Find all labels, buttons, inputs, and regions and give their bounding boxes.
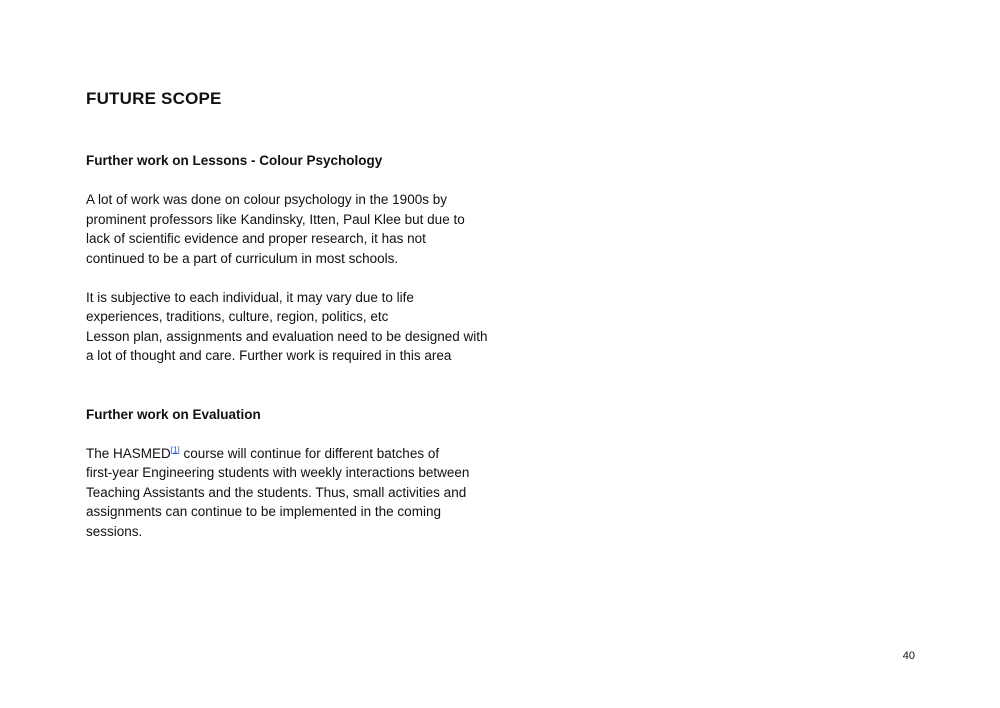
text-fragment: course will continue for different batches of — [179, 445, 440, 461]
text-line: prominent professors like Kandinsky, Itten, Paul Klee but due to — [86, 211, 465, 227]
section-heading-colour-psychology: Further work on Lessons - Colour Psychology — [86, 153, 383, 168]
section-heading-evaluation: Further work on Evaluation — [86, 406, 261, 422]
spacer — [86, 110, 486, 151]
text-line: a lot of thought and care. Further work is required in this area — [86, 348, 452, 363]
text-line: first-year Engineering students with weekly interactions between — [86, 465, 470, 480]
text-line-with-reference — [86, 444, 486, 464]
text-line: assignments can continue to be implemented in the coming — [86, 504, 441, 519]
page-title: FUTURE SCOPE — [86, 89, 222, 108]
paragraph-colour-history — [86, 190, 486, 268]
paragraph-subjectivity — [86, 288, 486, 366]
text-line: continued to be a part of curriculum in most schools. — [86, 250, 399, 266]
spacer — [86, 366, 486, 405]
text-fragment: The HASMED — [86, 445, 171, 461]
text-line: lack of scientific evidence and proper research, it has not — [86, 231, 426, 246]
spacer — [86, 171, 486, 191]
document-body — [86, 88, 486, 541]
text-line: sessions. — [86, 523, 143, 539]
spacer — [86, 424, 486, 444]
spacer — [86, 268, 486, 288]
text-line: Teaching Assistants and the students. Thus, small activities and — [86, 484, 467, 500]
citation-link[interactable]: [1] — [170, 445, 180, 454]
paragraph-evaluation — [86, 444, 486, 542]
page-number: 40 — [902, 650, 915, 662]
text-line: A lot of work was done on colour psychology in the 1900s by — [86, 192, 447, 207]
text-line: experiences, traditions, culture, region, politics, etc — [86, 309, 389, 324]
text-line: Lesson plan, assignments and evaluation need to be designed with — [86, 328, 488, 344]
text-line: It is subjective to each individual, it may vary due to life — [86, 289, 414, 305]
